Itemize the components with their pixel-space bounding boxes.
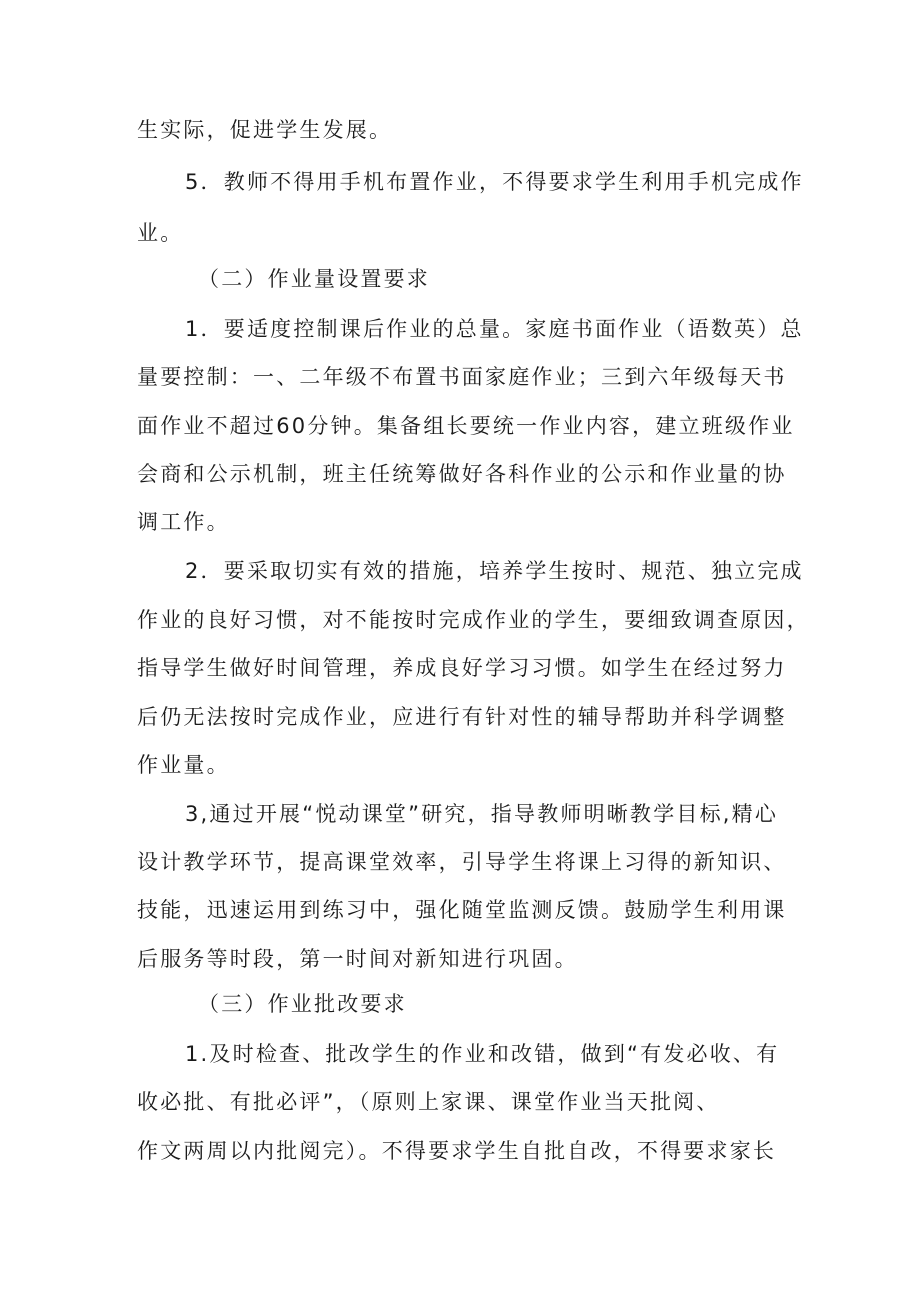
paragraph-line: 会商和公示机制，班主任统筹做好各科作业的公示和作业量的协: [137, 462, 787, 486]
paragraph-line: 作业量。: [137, 753, 230, 777]
paragraph-line: 设计教学环节，提高课堂效率，引导学生将课上习得的新知识、: [137, 850, 787, 874]
section-heading: （三）作业批改要求: [198, 992, 407, 1016]
paragraph-line: 技能，迅速运用到练习中，强化随堂监测反馈。鼓励学生利用课: [137, 898, 787, 922]
paragraph-line: 调工作。: [137, 510, 230, 534]
paragraph-line: 指导学生做好时间管理，养成良好学习习惯。如学生在经过努力: [137, 656, 787, 680]
paragraph-line: 后仍无法按时完成作业，应进行有针对性的辅导帮助并科学调整: [137, 705, 787, 729]
paragraph-line: 量要控制：一、二年级不布置书面家庭作业；三到六年级每天书: [137, 365, 787, 389]
paragraph-line: 生实际，促进学生发展。: [137, 118, 393, 142]
paragraph-line: 1.及时检查、批改学生的作业和改错，做到“有发必收、有: [185, 1042, 780, 1066]
paragraph-line: 作业的良好习惯，对不能按时完成作业的学生，要细致调查原因，: [137, 608, 810, 632]
paragraph-line: 5．教师不得用手机布置作业，不得要求学生利用手机完成作: [185, 170, 804, 194]
paragraph-line: 面作业不超过60分钟。集备组长要统一作业内容，建立班级作业: [137, 414, 795, 438]
paragraph-line: 业。: [137, 221, 184, 245]
paragraph-line: 2．要采取切实有效的措施，培养学生按时、规范、独立完成: [185, 559, 804, 583]
section-heading: （二）作业量设置要求: [198, 267, 430, 291]
paragraph-line: 1．要适度控制课后作业的总量。家庭书面作业（语数英）总: [185, 317, 804, 341]
paragraph-line: 收必批、有批必评”，（原则上家课、课堂作业当天批阅、: [137, 1090, 720, 1114]
paragraph-line: 后服务等时段，第一时间对新知进行巩固。: [137, 947, 578, 971]
paragraph-line: 3,通过开展“悦动课堂”研究，指导教师明晰教学目标,精心: [185, 802, 779, 826]
paragraph-line: 作文两周以内批阅完）。不得要求学生自批自改，不得要求家长: [137, 1139, 777, 1163]
